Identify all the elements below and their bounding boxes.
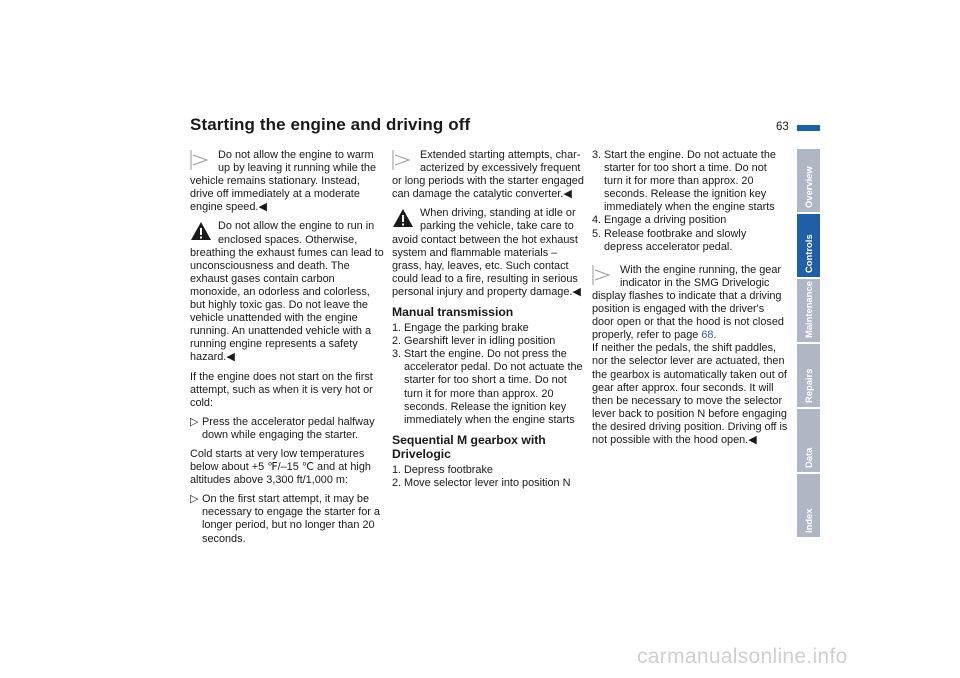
smg-steps-continued [592,149,788,254]
list-item: 1. Depress footbrake [392,463,493,476]
heading-manual-transmission: Manual transmission [392,305,514,320]
note-arrow-icon [190,149,212,171]
tab-data[interactable]: Data [797,409,820,472]
column-3 [592,149,788,453]
page-number: 63 [776,121,789,133]
column-1 [190,149,386,552]
paragraph: If the engine does not start on the first attempt, such as when it is very hot or cold: [190,370,373,409]
note-warm-up: Do not allow the engine to warm up by leaving it running while the vehicle remains stationary. Instead, drive off immediately at a moderate engine speed.◀ [190,149,377,214]
list-item: 1. Engage the parking brake [392,322,529,335]
note-arrow-icon [392,149,414,171]
end-mark-icon: ◀ [748,433,757,446]
note-gear-indicator: With the engine running, the gear indicator in the SMG Drivelogic display flashes to indicate that a driving position is engaged with the driver's door open or that the hood is not closed properly, refer to page 68. If neither the pedals, the shift paddles, nor the selector lever are actuated, then the gearbox is automatically taken out of gear after approx. four seconds. It will then be necessary to move the selector lever back to position N before engaging the desired driving position. Driving off is not possible with the hood open.◀ [592,263,788,446]
tab-controls[interactable]: Controls [797,214,820,277]
list-item: 4. Engage a driving position [592,214,727,227]
section-tabs [797,149,821,539]
column-2 [392,149,588,494]
tab-overview[interactable]: Overview [797,149,820,212]
tab-index[interactable]: Index [797,474,820,537]
list-item: 3. Start the engine. Do not actuate the starter for too short a time. Do not turn it for more than approx. 20 seconds. Release the ignition key immediately when the engine starts [592,149,776,214]
watermark: carmanualsonline.info [637,645,848,668]
warning-triangle-icon [392,207,414,229]
bullet-item: ▷ Press the accelerator pedal halfway down while engaging the starter. [190,415,375,441]
list-item: 5. Release footbrake and slowly depress accelerator pedal. [592,227,747,253]
note-starting-attempts: Extended starting attempts, char- acterized by excessively frequent or long periods with the starter engaged can damage the catalytic converter.◀ [392,149,584,201]
list-item: 3. Start the engine. Do not press the accelerator pedal. Do not actuate the starter for too short a time. Do not turn it for more than approx. 20 seconds. Release the ignition key immediately when the engine starts [392,348,583,426]
warning-triangle-icon [190,220,212,242]
bullet-arrow-icon: ▷ [190,415,199,428]
note-arrow-icon [592,264,614,286]
tab-maintenance[interactable]: Maintenance [797,279,820,342]
bullet-item: ▷ On the first start attempt, it may be necessary to engage the starter for a longer period, but no longer than 20 seconds. [190,493,380,545]
page-accent-bar [797,125,820,131]
smg-steps-list [392,464,588,490]
tab-repairs[interactable]: Repairs [797,344,820,407]
end-mark-icon: ◀ [258,201,267,214]
bullet-arrow-icon: ▷ [190,493,199,506]
manual-steps-list [392,322,588,427]
warning-hot-exhaust: When driving, standing at idle or parking the vehicle, take care to avoid contact between the hot exhaust system and flammable materials – grass, hay, leaves, etc. Such contact could lead to a fire, resulting in serious personal injury and property damage.◀ [392,207,581,298]
list-item: 2. Gearshift lever in idling position [392,335,556,348]
end-mark-icon: ◀ [226,351,235,364]
heading-smg: Sequential M gearbox with Drivelogic [392,432,546,461]
end-mark-icon: ◀ [572,285,581,298]
list-item: 2. Move selector lever into position N [392,476,571,489]
end-mark-icon: ◀ [563,188,572,201]
page-reference-link[interactable]: 68 [701,329,714,342]
warning-enclosed-spaces: Do not allow the engine to run in enclosed spaces. Otherwise, breathing the exhaust fumes can lead to unconsciousness and death. The exhaust gases contain carbon monoxide, an odorless and colorless, but highly toxic gas. Do not leave the vehicle unattended with the engine running. An unattended vehicle with a running engine represents a safety hazard.◀ [190,220,384,364]
page-title: Starting the engine and driving off [190,115,471,134]
paragraph: Cold starts at very low temperatures below about +5 ℉/–15 ℃ and at high altitudes above 3,300 ft/1,000 m: [190,447,371,487]
